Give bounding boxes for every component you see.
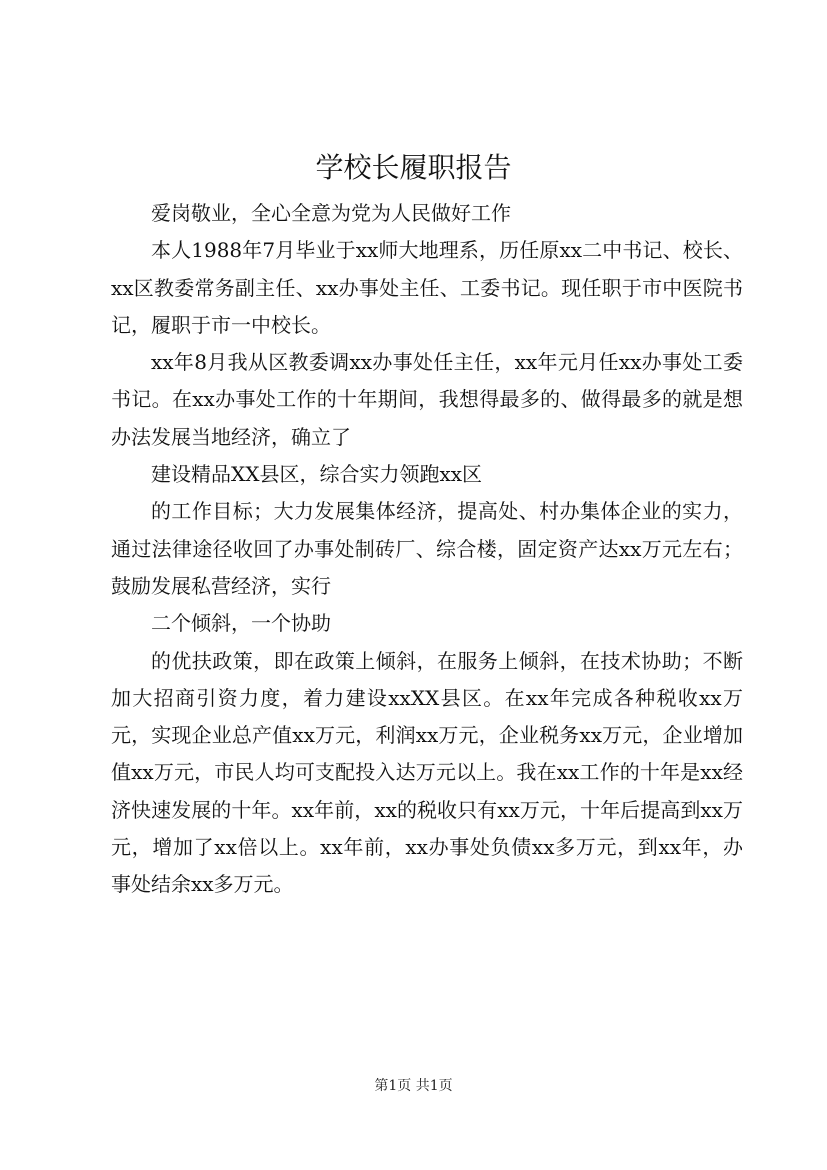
paragraph: 的优扶政策，即在政策上倾斜，在服务上倾斜，在技术协助；不断加大招商引资力度，着力建设xxXX县区。在xx年完成各种税收xx万元，实现企业总产值xx万元，利润xx万元，企业税务xx万元，企业增加值xx万元，市民人均可支配投入达万元以上。我在xx工作的十年是xx经济快速发展的十年。xx年前，xx的税收只有xx万元，十年后提高到xx万元，增加了xx倍以上。xx年前，xx办事处负债xx多万元，到xx年，办事处结余xx多万元。 xyxy=(111,648,743,897)
page-footer: 第1页 共1页 xyxy=(374,1078,453,1094)
paragraph: 爱岗敬业，全心全意为党为人民做好工作 xyxy=(151,201,511,225)
document-title: 学校长履职报告 xyxy=(315,151,512,184)
document-body xyxy=(111,195,743,904)
paragraph: 二个倾斜，一个协助 xyxy=(151,611,331,636)
paragraph: xx年8月我从区教委调xx办事处任主任，xx年元月任xx办事处工委书记。在xx办事处工作的十年期间，我想得最多的、做得最多的就是想办法发展当地经济，确立了 xyxy=(111,350,743,449)
paragraph: 建设精品XX县区，综合实力领跑xx区 xyxy=(151,462,483,487)
paragraph: 的工作目标；大力发展集体经济，提高处、村办集体企业的实力，通过法律途径收回了办事处制砖厂、综合楼，固定资产达xx万元左右；鼓励发展私营经济，实行 xyxy=(111,499,743,598)
paragraph: 本人1988年7月毕业于xx师大地理系，历任原xx二中书记、校长、xx区教委常务副主任、xx办事处主任、工委书记。现任职于市中医院书记，履职于市一中校长。 xyxy=(111,238,743,337)
